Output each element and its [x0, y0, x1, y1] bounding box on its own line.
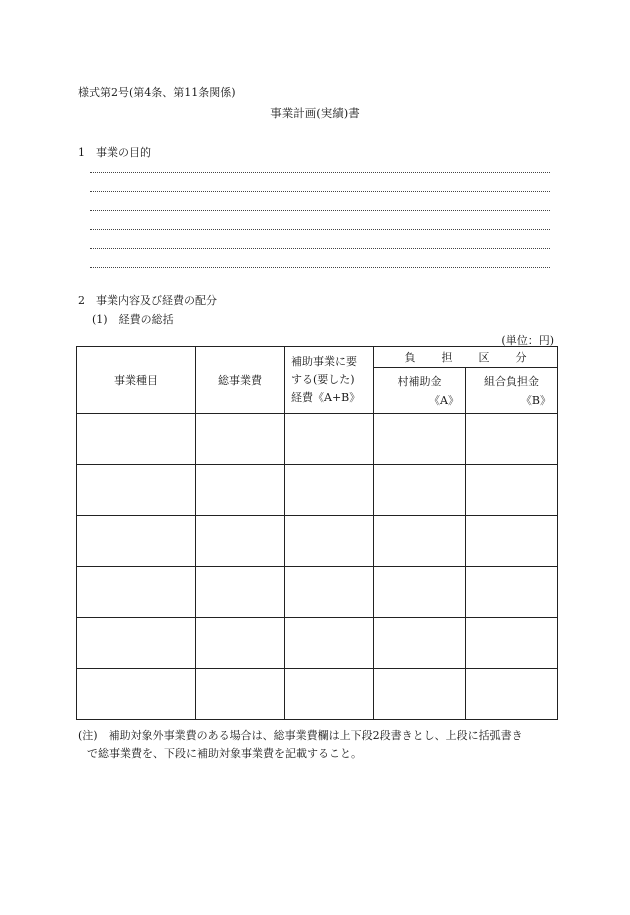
section2-subheading: (1) 経費の総括: [92, 313, 174, 326]
footnote: [78, 727, 523, 763]
document-title: 事業計画(実績)書: [270, 106, 360, 120]
header-aid-cost-line1: 補助事業に要: [291, 355, 357, 368]
cell-total-cost[interactable]: [196, 414, 285, 465]
header-business-type: 事業種目: [77, 347, 196, 414]
table-row: [77, 618, 558, 669]
cell-village-subsidy[interactable]: [374, 465, 466, 516]
cell-union-burden[interactable]: [466, 669, 558, 720]
expense-summary-table: [76, 346, 558, 720]
table-row: [77, 516, 558, 567]
purpose-line-3[interactable]: [90, 210, 550, 211]
purpose-line-1[interactable]: [90, 172, 550, 173]
cell-aid-cost[interactable]: [285, 618, 374, 669]
cell-total-cost[interactable]: [196, 618, 285, 669]
cell-union-burden[interactable]: [466, 618, 558, 669]
cell-total-cost[interactable]: [196, 669, 285, 720]
table-row: [77, 567, 558, 618]
form-number-label: 様式第2号(第4条、第11条関係): [78, 86, 236, 99]
footnote-line2: で総事業費を、下段に補助対象事業費を記載すること。: [87, 747, 362, 760]
cell-total-cost[interactable]: [196, 567, 285, 618]
purpose-line-6[interactable]: [90, 267, 550, 268]
cell-aid-cost[interactable]: [285, 516, 374, 567]
header-total-cost: 総事業費: [196, 347, 285, 414]
section2-heading: 2 事業内容及び経費の配分: [78, 294, 217, 307]
header-aid-cost: [285, 347, 374, 414]
cell-business-type[interactable]: [77, 618, 196, 669]
cell-business-type[interactable]: [77, 669, 196, 720]
cell-aid-cost[interactable]: [285, 414, 374, 465]
header-burden-category: [374, 347, 558, 368]
cell-village-subsidy[interactable]: [374, 567, 466, 618]
cell-total-cost[interactable]: [196, 465, 285, 516]
cell-business-type[interactable]: [77, 414, 196, 465]
cell-village-subsidy[interactable]: [374, 516, 466, 567]
table-row: [77, 465, 558, 516]
cell-business-type[interactable]: [77, 567, 196, 618]
cell-aid-cost[interactable]: [285, 465, 374, 516]
union-burden-label: 組合負担金: [484, 375, 539, 388]
purpose-line-5[interactable]: [90, 248, 550, 249]
header-union-burden: [466, 368, 558, 414]
header-aid-cost-line3: 経費《A+B》: [291, 391, 361, 404]
cell-village-subsidy[interactable]: [374, 669, 466, 720]
union-burden-mark: 《B》: [520, 394, 551, 407]
cell-village-subsidy[interactable]: [374, 618, 466, 669]
table-row: [77, 414, 558, 465]
cell-union-burden[interactable]: [466, 414, 558, 465]
cell-village-subsidy[interactable]: [374, 414, 466, 465]
header-village-subsidy: [374, 368, 466, 414]
table-row: [77, 669, 558, 720]
cell-union-burden[interactable]: [466, 516, 558, 567]
cell-union-burden[interactable]: [466, 567, 558, 618]
village-subsidy-label: 村補助金: [397, 375, 442, 388]
burden-char-3: 区: [478, 351, 490, 364]
purpose-line-4[interactable]: [90, 229, 550, 230]
burden-char-2: 担: [441, 351, 453, 364]
purpose-line-2[interactable]: [90, 191, 550, 192]
cell-union-burden[interactable]: [466, 465, 558, 516]
cell-business-type[interactable]: [77, 465, 196, 516]
burden-char-4: 分: [515, 351, 527, 364]
header-aid-cost-line2: する(要した): [291, 373, 355, 386]
footnote-line1: (注) 補助対象外事業費のある場合は、総事業費欄は上下段2段書きとし、上段に括弧書き: [78, 729, 523, 742]
village-subsidy-mark: 《A》: [429, 394, 459, 407]
cell-aid-cost[interactable]: [285, 669, 374, 720]
cell-aid-cost[interactable]: [285, 567, 374, 618]
unit-label: (単位：円): [501, 334, 554, 347]
burden-char-1: 負: [404, 351, 416, 364]
section1-heading: 1 事業の目的: [78, 146, 151, 159]
cell-total-cost[interactable]: [196, 516, 285, 567]
cell-business-type[interactable]: [77, 516, 196, 567]
